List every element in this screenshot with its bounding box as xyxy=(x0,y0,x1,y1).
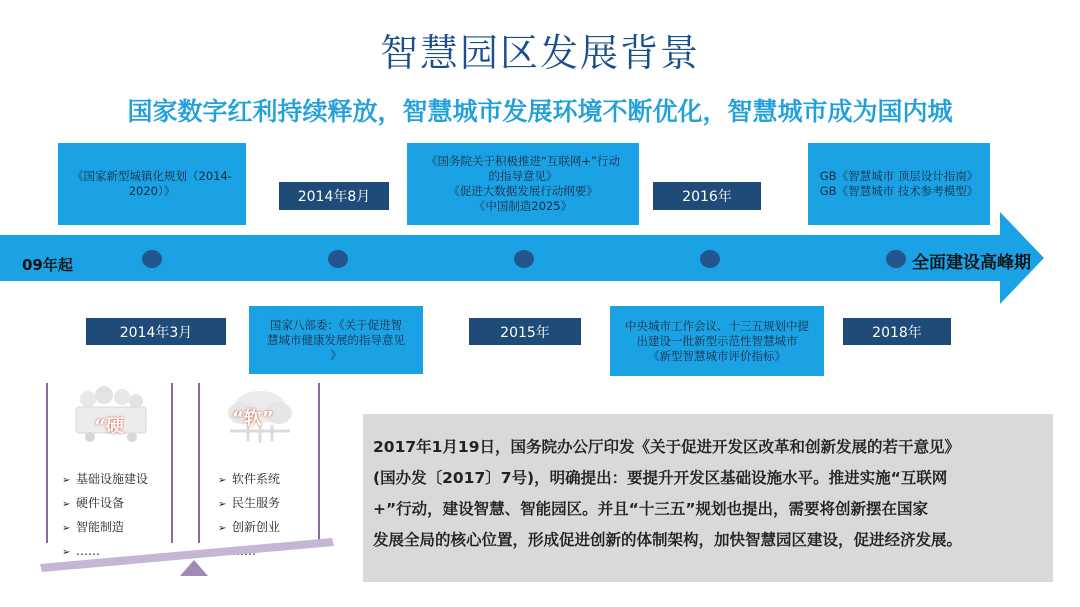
policy-line: GB《智慧城市 顶层设计指南》 xyxy=(819,169,979,183)
policy-box-eight-ministries xyxy=(249,306,423,374)
list-item: ➢ 软件系统 xyxy=(218,472,281,486)
timeline-dot xyxy=(328,250,348,268)
policy-box-2018-gb xyxy=(808,143,990,225)
policy-box-2014-urbanization xyxy=(58,143,246,225)
timeline-dot xyxy=(514,250,534,268)
policy-line: 《国家新型城镇化规划（2014- xyxy=(72,169,232,183)
list-item: ➢ 民生服务 xyxy=(218,496,281,510)
date-2018: 2018年 xyxy=(843,318,951,345)
hard-badge: “硬 xyxy=(94,416,124,437)
policy-line: 《新型智慧城市评价指标》 xyxy=(648,348,786,363)
policy-note xyxy=(363,414,1053,582)
policy-line: GB《智慧城市 技术参考模型》 xyxy=(819,184,979,198)
list-item: ➢ 智能制造 xyxy=(62,520,125,534)
note-line: 2017年1月19日，国务院办公厅印发《关于促进开发区改革和创新发展的若干意见》 xyxy=(373,438,960,456)
policy-line: 《中国制造2025》 xyxy=(473,199,573,213)
date-2016: 2016年 xyxy=(653,182,761,210)
page-subtitle: 国家数字红利持续释放，智慧城市发展环境不断优化，智慧城市成为国内城 xyxy=(127,97,953,126)
page-title: 智慧园区发展背景 xyxy=(379,31,700,75)
policy-box-2015 xyxy=(407,143,639,225)
date-2014-08: 2014年8月 xyxy=(279,182,389,210)
policy-line: 《国务院关于积极推进“互联网+”行动 xyxy=(425,154,621,168)
list-item-label: 创新创业 xyxy=(232,520,281,534)
policy-line: 2020）》 xyxy=(128,184,176,198)
policy-box-central-conference xyxy=(610,306,824,376)
policy-line: 出建设一批新型示范性智慧城市 xyxy=(636,333,798,348)
column-divider xyxy=(318,383,320,543)
date-2014-03: 2014年3月 xyxy=(86,318,226,345)
timeline-start-label: 09年起 xyxy=(22,256,73,274)
policy-line: 中央城市工作会议、十三五规划中提 xyxy=(625,318,809,333)
timeline-dot xyxy=(886,250,906,268)
policy-line: 国家八部委：《关于促进智 xyxy=(269,317,403,332)
date-2015: 2015年 xyxy=(469,318,581,345)
note-line: 发展全局的核心位置，形成促进创新的体制架构，加快智慧园区建设，促进经济发展。 xyxy=(373,531,963,549)
soft-badge: “软” xyxy=(232,408,274,429)
policy-line: 慧城市健康发展的指导意见 xyxy=(267,332,405,347)
list-item: ➢ 硬件设备 xyxy=(62,496,125,510)
note-line: +”行动，建设智慧、智能园区。并且“十三五”规划也提出，需要将创新摆在国家 xyxy=(373,500,929,518)
list-item-label: 基础设施建设 xyxy=(76,472,149,486)
list-item: ➢ …… xyxy=(62,544,100,558)
policy-line: 的指导意见》 xyxy=(488,169,558,183)
list-item-label: 软件系统 xyxy=(232,472,281,486)
list-item: ➢ 基础设施建设 xyxy=(62,472,149,486)
timeline-dot xyxy=(700,250,720,268)
policy-line: 《促进大数据发展行动纲要》 xyxy=(448,184,598,198)
column-divider xyxy=(46,383,48,543)
column-divider xyxy=(198,383,200,543)
list-item-label: 硬件设备 xyxy=(76,496,125,510)
list-item-label: 民生服务 xyxy=(232,496,281,510)
list-item: ➢ 创新创业 xyxy=(218,520,281,534)
note-line: (国办发〔2017〕7号)，明确提出：要提升开发区基础设施水平。推进实施“互联网 xyxy=(373,469,948,487)
timeline-dot xyxy=(142,250,162,268)
list-item-label: 智能制造 xyxy=(76,520,125,534)
timeline-end-label: 全面建设高峰期 xyxy=(912,253,1031,273)
balance-scale xyxy=(36,532,336,580)
column-divider xyxy=(171,383,173,543)
list-item-label: …… xyxy=(76,544,100,558)
policy-line: 》 xyxy=(330,347,342,362)
